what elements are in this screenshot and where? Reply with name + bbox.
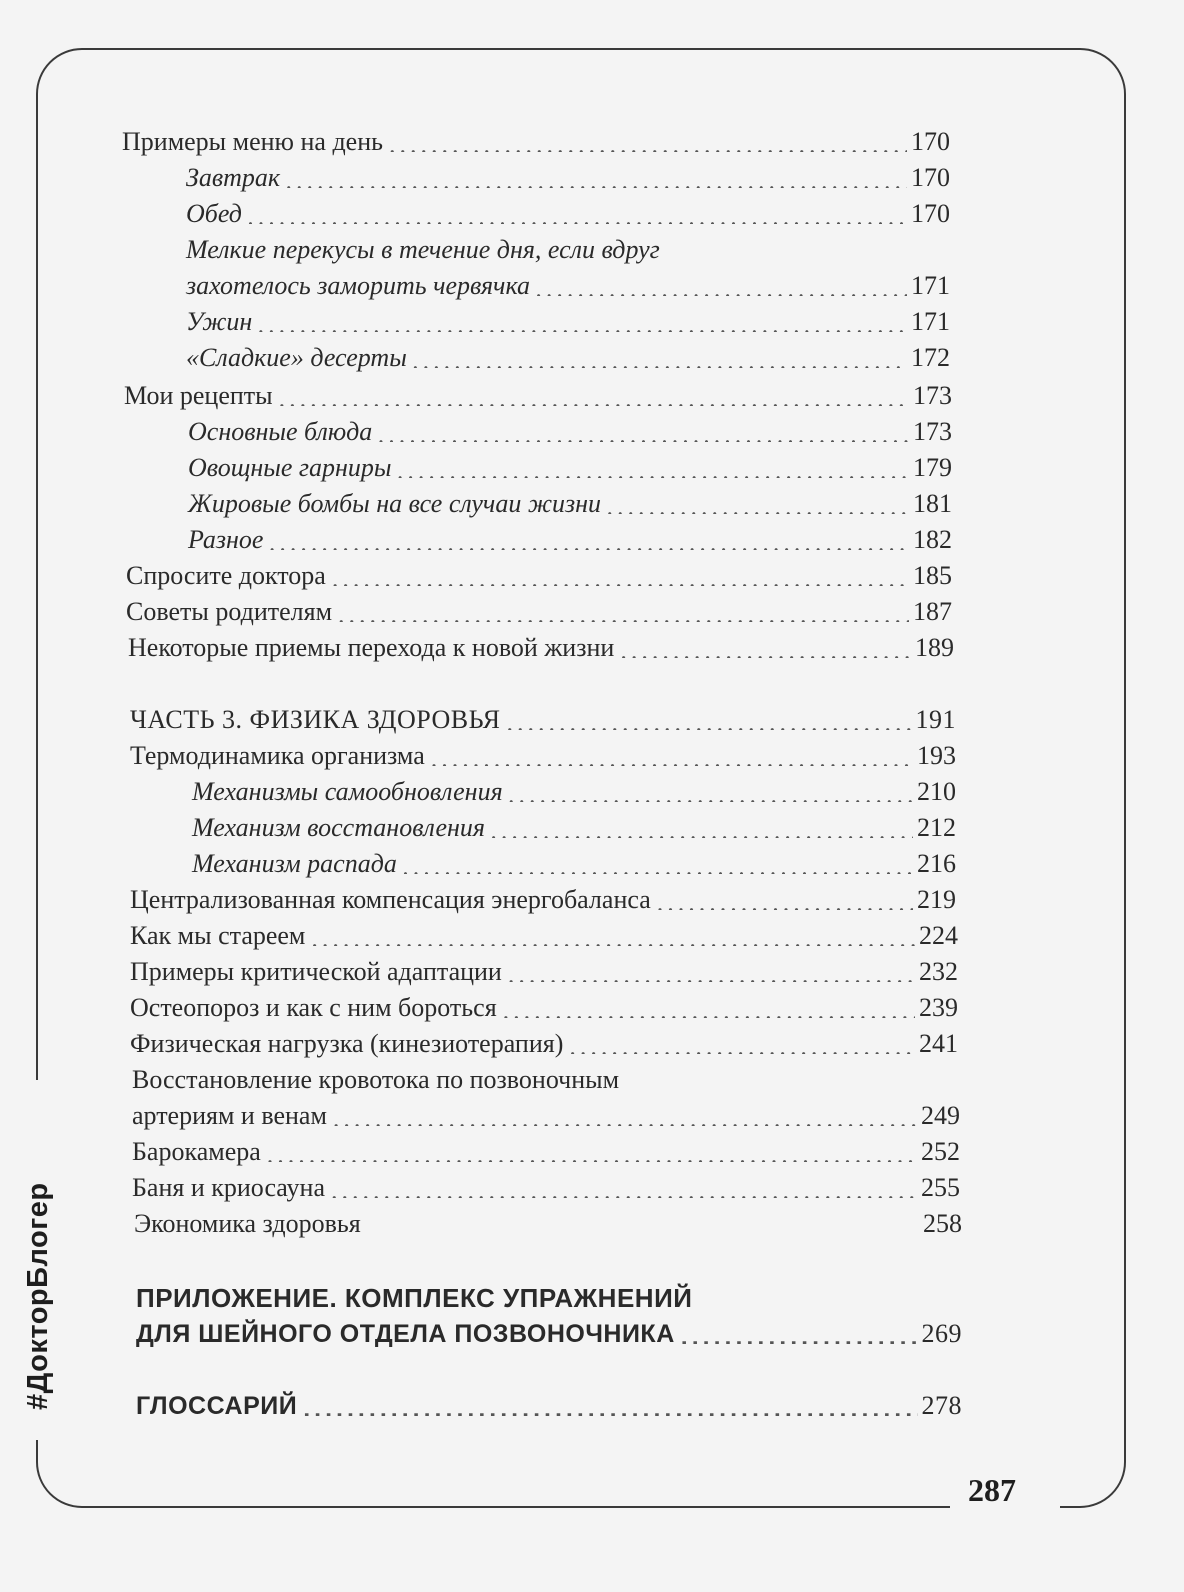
toc-entry-page: 191 bbox=[915, 705, 956, 734]
toc-entry bbox=[130, 740, 956, 772]
toc-entry-label: Механизмы самообновления bbox=[192, 777, 503, 806]
toc-entry-label: Завтрак bbox=[186, 163, 281, 192]
toc-entry-page: 182 bbox=[913, 525, 952, 554]
toc-entry bbox=[132, 1172, 960, 1204]
toc-entry bbox=[132, 1100, 960, 1132]
toc-entry-page: 170 bbox=[911, 163, 950, 192]
toc-subentry bbox=[188, 416, 952, 448]
toc-entry-page: 249 bbox=[921, 1101, 960, 1130]
toc-entry-page: 212 bbox=[917, 813, 956, 842]
toc-entry-page: 255 bbox=[921, 1173, 960, 1202]
toc-subentry bbox=[186, 162, 950, 194]
toc-entry-label: ЧАСТЬ 3. ФИЗИКА ЗДОРОВЬЯ bbox=[130, 705, 501, 734]
toc-entry-label: Обед bbox=[186, 199, 242, 228]
toc-entry-page: 224 bbox=[919, 921, 958, 950]
toc-entry-page: 170 bbox=[911, 199, 950, 228]
toc-leader-dots bbox=[403, 860, 913, 874]
toc-leader-dots bbox=[311, 932, 915, 946]
toc-entry-page: 187 bbox=[913, 597, 952, 626]
toc-entry-page: 239 bbox=[919, 993, 958, 1022]
toc-entry bbox=[132, 1136, 960, 1168]
toc-leader-dots bbox=[267, 1148, 917, 1162]
toc-entry-label: Жировые бомбы на все случаи жизни bbox=[188, 489, 602, 518]
toc-leader-dots bbox=[279, 392, 909, 406]
toc-entry-label: «Сладкие» десерты bbox=[186, 343, 407, 372]
toc-leader-dots bbox=[303, 1402, 917, 1416]
toc-entry-label: Советы родителям bbox=[126, 597, 333, 626]
toc-entry bbox=[122, 126, 950, 158]
toc-leader-dots bbox=[569, 1040, 915, 1054]
toc-entry-page: 172 bbox=[911, 343, 950, 372]
toc-entry-label: Примеры критической адаптации bbox=[130, 957, 502, 986]
toc-entry-page: 210 bbox=[917, 777, 956, 806]
toc-entry-label: Основные блюда bbox=[188, 417, 373, 446]
toc-leader-dots bbox=[338, 608, 909, 622]
toc-entry-page: 179 bbox=[913, 453, 952, 482]
toc-leader-dots bbox=[507, 716, 912, 730]
toc-entry bbox=[124, 380, 952, 412]
toc-entry-page: 171 bbox=[911, 271, 950, 300]
toc-leader-dots bbox=[657, 896, 913, 910]
toc-entry bbox=[126, 560, 952, 592]
toc-entry-label: Спросите доктора bbox=[126, 561, 326, 590]
toc-subentry bbox=[188, 524, 952, 556]
toc-appendix-heading bbox=[136, 1318, 962, 1350]
toc-leader-dots bbox=[620, 644, 911, 658]
toc-leader-dots bbox=[258, 318, 907, 332]
toc-entry-label: Централизованная компенсация энергобаланса bbox=[130, 885, 651, 914]
toc-entry-page: 219 bbox=[917, 885, 956, 914]
toc-entry-page: 252 bbox=[921, 1137, 960, 1166]
side-tag-hashtag: #ДокторБлогер bbox=[22, 1182, 54, 1410]
toc-leader-dots bbox=[413, 354, 907, 368]
toc-entry-label: Примеры меню на день bbox=[122, 127, 383, 156]
toc-entry-page: 189 bbox=[915, 633, 954, 662]
toc-entry-page: 173 bbox=[913, 381, 952, 410]
toc-leader-dots bbox=[389, 138, 907, 152]
toc-entry-label: артериям и венам bbox=[132, 1101, 327, 1130]
toc-entry-page: 216 bbox=[917, 849, 956, 878]
toc-entry-label: ГЛОССАРИЙ bbox=[136, 1392, 298, 1420]
toc-subentry bbox=[186, 342, 950, 374]
toc-leader-dots bbox=[269, 536, 909, 550]
toc-entry bbox=[130, 920, 958, 952]
toc-entry-page: 258 bbox=[923, 1209, 962, 1238]
toc-entry-page: 170 bbox=[911, 127, 950, 156]
toc-entry-label: Механизм восстановления bbox=[192, 813, 485, 842]
toc-glossary-heading bbox=[136, 1390, 962, 1422]
toc-leader-dots bbox=[503, 1004, 915, 1018]
toc-leader-dots bbox=[681, 1330, 918, 1344]
toc-leader-dots bbox=[378, 428, 909, 442]
toc-leader-dots bbox=[491, 824, 913, 838]
toc-subentry bbox=[186, 270, 950, 302]
toc-entry-page: 181 bbox=[913, 489, 952, 518]
toc-appendix-line1: ПРИЛОЖЕНИЕ. КОМПЛЕКС УПРАЖНЕНИЙ bbox=[136, 1283, 693, 1313]
toc-entry-label: Разное bbox=[188, 525, 264, 554]
toc-entry-label: захотелось заморить червячка bbox=[186, 271, 530, 300]
toc-entry-page: 193 bbox=[917, 741, 956, 770]
toc-subentry bbox=[188, 488, 952, 520]
toc-entry-label: Мои рецепты bbox=[124, 381, 273, 410]
toc-leader-dots bbox=[398, 464, 909, 478]
toc-leader-dots bbox=[509, 788, 913, 802]
toc-entry bbox=[126, 596, 952, 628]
toc-entry bbox=[130, 992, 958, 1024]
toc-leader-dots bbox=[286, 174, 907, 188]
toc-entry-label: Как мы стареем bbox=[130, 921, 306, 950]
toc-subentry bbox=[192, 848, 956, 880]
toc-entry-label: Овощные гарниры bbox=[188, 453, 392, 482]
toc-subentry bbox=[186, 306, 950, 338]
toc-subentry bbox=[192, 776, 956, 808]
toc-leader-dots bbox=[333, 1112, 917, 1126]
toc-entry-label: Экономика здоровья bbox=[134, 1209, 361, 1238]
toc-subentry-line1: Мелкие перекусы в течение дня, если вдруг bbox=[186, 235, 660, 264]
toc-subentry bbox=[192, 812, 956, 844]
toc-entry-label: Барокамера bbox=[132, 1137, 261, 1166]
toc-leader-dots bbox=[508, 968, 915, 982]
toc-entry-page: 173 bbox=[913, 417, 952, 446]
toc-entry-label: Баня и криосауна bbox=[132, 1173, 325, 1202]
toc-entry bbox=[130, 1028, 958, 1060]
toc-entry bbox=[134, 1208, 962, 1240]
toc-leader-dots bbox=[607, 500, 909, 514]
toc-entry-label: Некоторые приемы перехода к новой жизни bbox=[128, 633, 615, 662]
toc-leader-dots bbox=[248, 210, 907, 224]
toc-subentry bbox=[188, 452, 952, 484]
toc-entry-label: Механизм распада bbox=[192, 849, 397, 878]
toc-entry-page: 241 bbox=[919, 1029, 958, 1058]
toc-leader-dots bbox=[332, 572, 909, 586]
toc-leader-dots bbox=[331, 1184, 917, 1198]
toc-entry-page: 185 bbox=[913, 561, 952, 590]
toc-entry-label: ДЛЯ ШЕЙНОГО ОТДЕЛА ПОЗВОНОЧНИКА bbox=[136, 1320, 675, 1348]
toc-entry-page: 232 bbox=[919, 957, 958, 986]
toc-entry bbox=[128, 632, 954, 664]
toc-entry-page: 278 bbox=[921, 1391, 962, 1420]
toc-entry bbox=[130, 956, 958, 988]
toc-entry-page: 269 bbox=[921, 1319, 962, 1348]
toc-part-heading bbox=[130, 704, 956, 736]
page-number: 287 bbox=[968, 1472, 1016, 1508]
toc-entry-label: Физическая нагрузка (кинезиотерапия) bbox=[130, 1029, 564, 1058]
toc-leader-dots bbox=[536, 282, 907, 296]
toc-leader-dots bbox=[431, 752, 913, 766]
toc-entry bbox=[130, 884, 956, 916]
toc-entry-page: 171 bbox=[911, 307, 950, 336]
toc-subentry bbox=[186, 198, 950, 230]
toc-entry-label: Остеопороз и как с ним бороться bbox=[130, 993, 497, 1022]
toc-entry-label: Ужин bbox=[186, 307, 253, 336]
toc-entry-line1: Восстановление кровотока по позвоночным bbox=[132, 1065, 620, 1094]
toc-entry-label: Термодинамика организма bbox=[130, 741, 425, 770]
